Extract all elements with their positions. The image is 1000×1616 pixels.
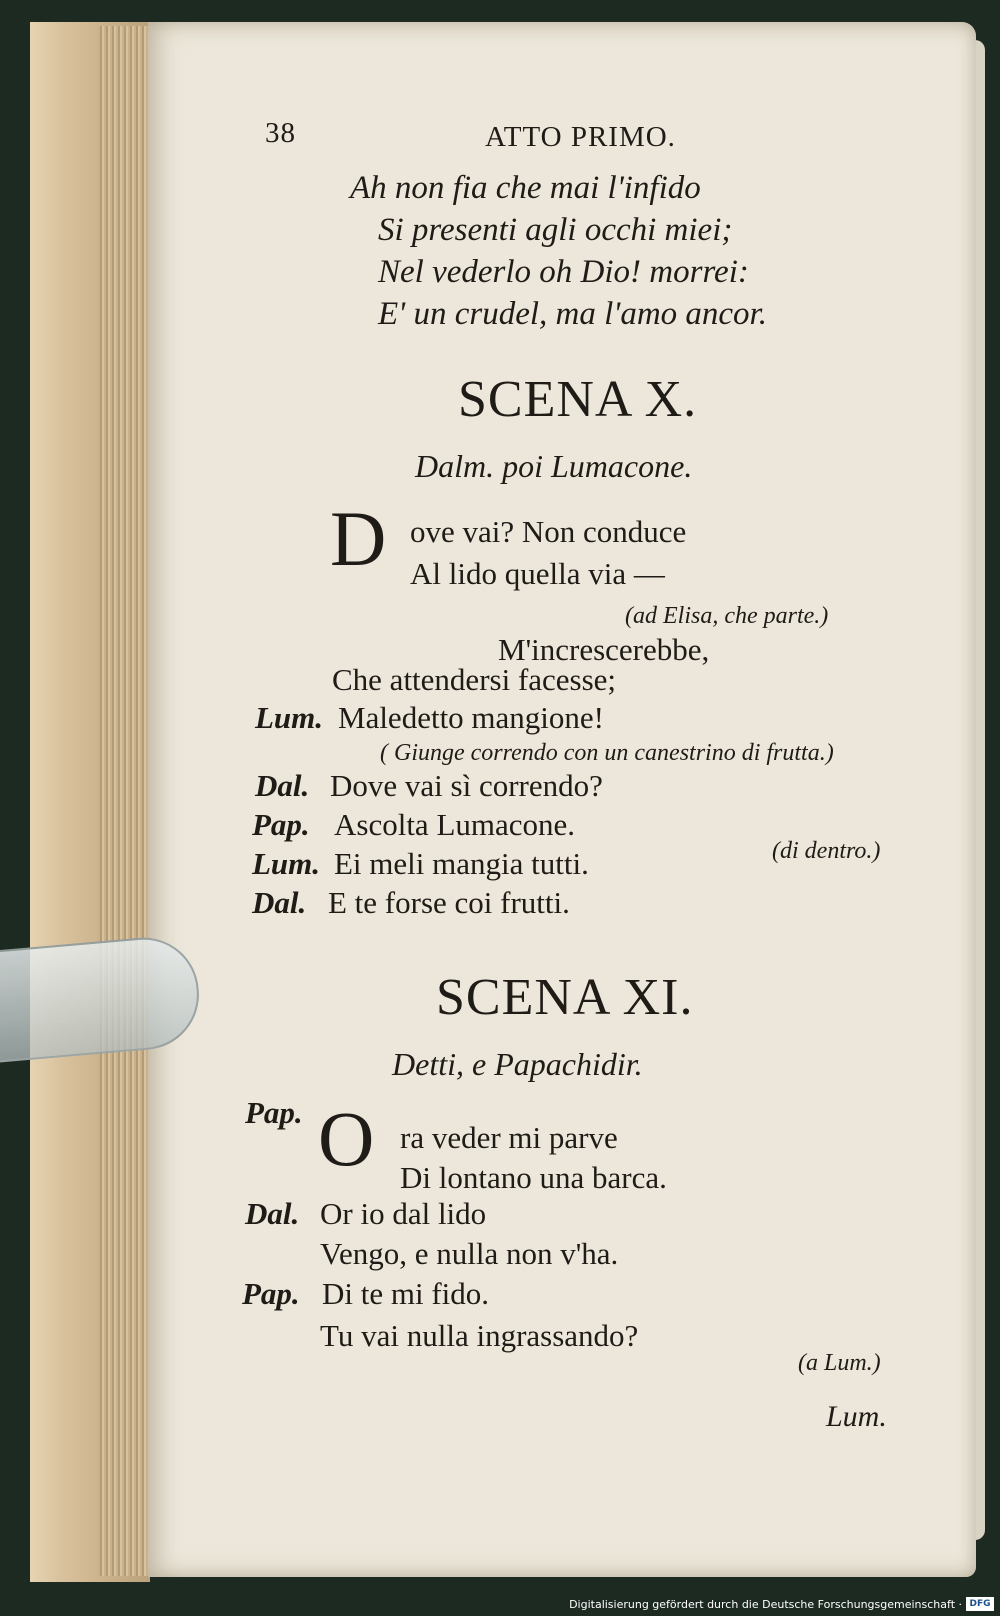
scene-11-line-1: ra veder mi parve bbox=[400, 1120, 618, 1155]
scene-10-line-2: Al lido quella via — bbox=[410, 556, 665, 591]
scene-10-line-7: Ascolta Lumacone. bbox=[334, 807, 576, 842]
stage-direction-a-lum: (a Lum.) bbox=[798, 1350, 881, 1376]
speaker-lum: Lum. bbox=[255, 700, 324, 735]
footer-credit: Digitalisierung gefördert durch die Deutsche Forschungsgemeinschaft · bbox=[569, 1598, 962, 1611]
verse-line-3: Nel vederlo oh Dio! morrei: bbox=[378, 254, 749, 290]
stage-direction-1: (ad Elisa, che parte.) bbox=[625, 603, 829, 629]
scene-11-line-6: Tu vai nulla ingrassando? bbox=[320, 1318, 639, 1353]
book-page-stack bbox=[98, 26, 148, 1576]
speaker-dal: Dal. bbox=[255, 768, 310, 803]
scene-10-line-1: ove vai? Non conduce bbox=[410, 514, 687, 549]
drop-cap-d: D bbox=[330, 495, 387, 582]
scene-11-line-2: Di lontano una barca. bbox=[400, 1160, 667, 1195]
scene-11-title: SCENA XI. bbox=[436, 969, 694, 1026]
scene-10-line-6: Dove vai sì correndo? bbox=[330, 768, 603, 803]
scene-10-line-3: M'increscerebbe, bbox=[498, 632, 710, 667]
scene-11-line-3: Or io dal lido bbox=[320, 1196, 487, 1231]
running-title: ATTO PRIMO. bbox=[485, 121, 676, 153]
stage-direction-3: (di dentro.) bbox=[772, 838, 881, 864]
scene-10-line-4: Che attendersi facesse; bbox=[332, 662, 617, 697]
verse-line-2: Si presenti agli occhi miei; bbox=[378, 212, 733, 248]
scene-11-line-4: Vengo, e nulla non v'ha. bbox=[320, 1236, 619, 1271]
verse-line-1: Ah non fia che mai l'infido bbox=[350, 170, 701, 206]
verse-line-4: E' un crudel, ma l'amo ancor. bbox=[378, 296, 767, 332]
dfg-logo: DFG bbox=[966, 1597, 994, 1611]
catchword: Lum. bbox=[826, 1400, 887, 1433]
speaker-dal: Dal. bbox=[252, 885, 307, 920]
scene-10-line-9: E te forse coi frutti. bbox=[328, 885, 570, 920]
scene-10-characters: Dalm. poi Lumacone. bbox=[415, 448, 693, 484]
speaker-lum: Lum. bbox=[252, 846, 321, 881]
speaker-pap: Pap. bbox=[245, 1095, 303, 1130]
stage-direction-2: ( Giunge correndo con un canestrino di frutta.) bbox=[380, 740, 834, 766]
speaker-pap: Pap. bbox=[252, 807, 310, 842]
scene-10-line-8: Ei meli mangia tutti. bbox=[334, 846, 589, 881]
scene-11-characters: Detti, e Papachidir. bbox=[392, 1046, 643, 1082]
scene-11-line-5: Di te mi fido. bbox=[322, 1276, 490, 1311]
speaker-dal: Dal. bbox=[245, 1196, 300, 1231]
drop-cap-o: O bbox=[318, 1095, 375, 1182]
page-number: 38 bbox=[265, 117, 296, 149]
scene-10-line-5: Maledetto mangione! bbox=[338, 700, 604, 735]
speaker-pap: Pap. bbox=[242, 1276, 300, 1311]
scene-10-title: SCENA X. bbox=[458, 371, 698, 428]
